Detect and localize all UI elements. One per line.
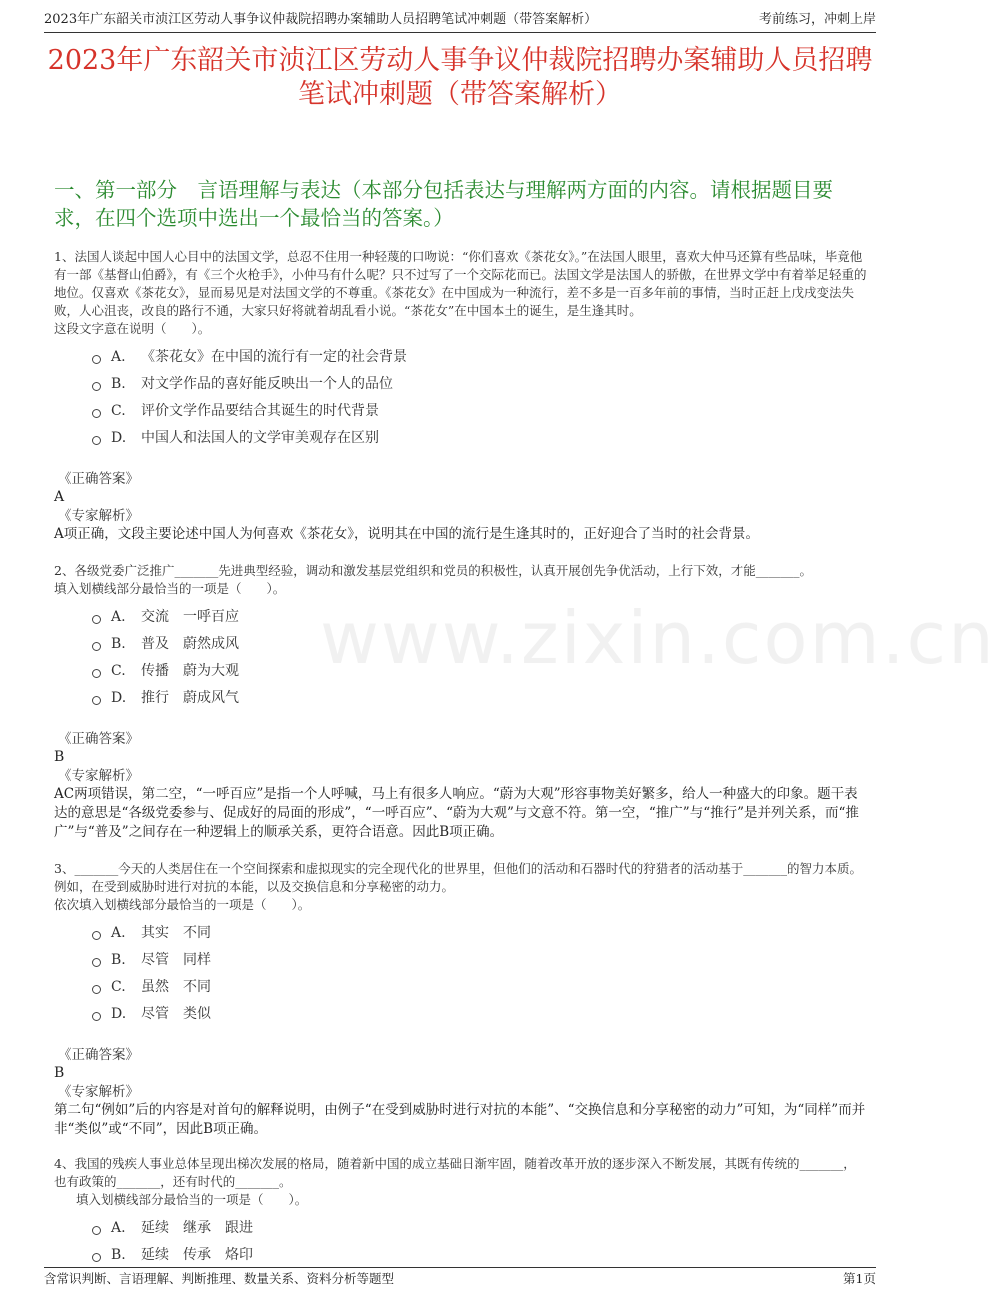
option-text: 《茶花女》在中国的流行有一定的社会背景	[141, 349, 407, 365]
page-number: 第1页	[843, 1271, 876, 1286]
option-c[interactable]: C. 传播 蔚为大观	[92, 658, 868, 685]
expert-label: 《专家解析》	[58, 768, 139, 784]
question-prompt: 填入划横线部分最恰当的一项是（ ）。	[54, 581, 286, 596]
radio-icon[interactable]	[92, 931, 101, 940]
option-text: 推行 蔚成风气	[141, 690, 239, 706]
option-text: 交流 一呼百应	[141, 609, 239, 625]
question-1	[54, 248, 868, 544]
option-b[interactable]: B. 对文学作品的喜好能反映出一个人的品位	[92, 371, 868, 398]
radio-icon[interactable]	[92, 615, 101, 624]
option-a[interactable]: A. 延续 继承 跟进	[92, 1215, 868, 1242]
option-text: 中国人和法国人的文学审美观存在区别	[141, 430, 379, 446]
option-text: 延续 传承 烙印	[141, 1247, 253, 1263]
answer-label: 《正确答案》	[58, 731, 139, 747]
radio-icon[interactable]	[92, 1226, 101, 1235]
radio-icon[interactable]	[92, 1253, 101, 1262]
answer-value: A	[54, 489, 65, 505]
radio-icon[interactable]	[92, 355, 101, 364]
question-2	[54, 562, 868, 842]
answer-value: B	[54, 1065, 65, 1081]
option-text: 尽管 类似	[141, 1006, 211, 1022]
radio-icon[interactable]	[92, 669, 101, 678]
radio-icon[interactable]	[92, 985, 101, 994]
radio-icon[interactable]	[92, 958, 101, 967]
radio-icon[interactable]	[92, 382, 101, 391]
option-list	[92, 920, 868, 1028]
footer-description: 含常识判断、言语理解、判断推理、数量关系、资料分析等题型	[44, 1271, 395, 1286]
option-c[interactable]: C. 虽然 不同	[92, 974, 868, 1001]
option-a[interactable]: A. 交流 一呼百应	[92, 604, 868, 631]
option-text: 普及 蔚然成风	[141, 636, 239, 652]
option-list	[92, 344, 868, 452]
header-slogan: 考前练习，冲刺上岸	[758, 12, 876, 27]
question-4	[54, 1155, 868, 1269]
watermark: www.zixin.com.cn	[320, 596, 996, 680]
option-b[interactable]: B. 普及 蔚然成风	[92, 631, 868, 658]
radio-icon[interactable]	[92, 696, 101, 705]
answer-label: 《正确答案》	[58, 471, 139, 487]
option-list	[92, 1215, 868, 1269]
question-stem: 4、我国的残疾人事业总体呈现出梯次发展的格局，随着新中国的成立基础日渐牢固，随着改革开放的逐步深入不断发展，其既有传统的_______，也有政策的_______，还有时代的_______。	[54, 1156, 856, 1189]
question-prompt: 填入划横线部分最恰当的一项是（ ）。	[76, 1192, 308, 1207]
option-a[interactable]: A. 其实 不同	[92, 920, 868, 947]
question-list	[54, 248, 868, 1269]
radio-icon[interactable]	[92, 436, 101, 445]
explanation: A项正确，文段主要论述中国人为何喜欢《茶花女》，说明其在中国的流行是生逢其时的，正好迎合了当时的社会背景。	[54, 526, 759, 542]
option-b[interactable]: B. 尽管 同样	[92, 947, 868, 974]
expert-label: 《专家解析》	[58, 1084, 139, 1100]
question-3	[54, 860, 868, 1139]
radio-icon[interactable]	[92, 642, 101, 651]
option-b[interactable]: B. 延续 传承 烙印	[92, 1242, 868, 1269]
radio-icon[interactable]	[92, 409, 101, 418]
answer-value: B	[54, 749, 65, 765]
option-text: 尽管 同样	[141, 952, 211, 968]
option-text: 评价文学作品要结合其诞生的时代背景	[141, 403, 379, 419]
option-d[interactable]: D. 尽管 类似	[92, 1001, 868, 1028]
question-prompt: 依次填入划横线部分最恰当的一项是（ ）。	[54, 897, 311, 912]
page-footer	[44, 1267, 876, 1292]
answer-label: 《正确答案》	[58, 1047, 139, 1063]
page-title: 2023年广东韶关市浈江区劳动人事争议仲裁院招聘办案辅助人员招聘笔试冲刺题（带答案解析）	[47, 45, 873, 110]
question-stem: 1、法国人谈起中国人心目中的法国文学，总忍不住用一种轻蔑的口吻说：“你们喜欢《茶花女》。”在法国人眼里，喜欢大仲马还算有些品味，毕竟他有一部《基督山伯爵》，有《三个火枪手》，小仲马有什么呢？只不过写了一个交际花而已。法国文学是法国人的骄傲，在世界文学中有着举足轻重的地位。仅喜欢《茶花女》，显而易见是对法国文学的不尊重。《茶花女》在中国成为一种流行，差不多是一百多年前的事情，当时正赶上戊戌变法失败，人心沮丧，改良的路行不通，大家只好将就着胡乱看小说。“茶花女”在中国本土的诞生，是生逢其时。	[54, 249, 867, 318]
option-text: 其实 不同	[141, 925, 211, 941]
option-text: 虽然 不同	[141, 979, 211, 995]
explanation: AC两项错误，第二空，“一呼百应”是指一个人呼喊，马上有很多人响应。“蔚为大观”形容事物美好繁多，给人一种盛大的印象。题干表达的意思是“各级党委参与、促成好的局面的形成”，“一呼百应”、“蔚为大观”与文意不符。第一空，“推广”与“推行”是并列关系，而“推广”与“普及”之间存在一种逻辑上的顺承关系，更符合语意。因此B项正确。	[54, 786, 859, 840]
option-a[interactable]: A. 《茶花女》在中国的流行有一定的社会背景	[92, 344, 868, 371]
question-prompt: 这段文字意在说明（ ）。	[54, 321, 211, 336]
option-text: 延续 继承 跟进	[141, 1220, 253, 1236]
page-header	[44, 10, 876, 33]
option-text: 对文学作品的喜好能反映出一个人的品位	[141, 376, 393, 392]
header-doc-title: 2023年广东韶关市浈江区劳动人事争议仲裁院招聘办案辅助人员招聘笔试冲刺题（带答案解析）	[44, 12, 598, 27]
radio-icon[interactable]	[92, 1012, 101, 1021]
question-stem: 3、_______今天的人类居住在一个空间探索和虚拟现实的完全现代化的世界里，但他们的活动和石器时代的狩猎者的活动基于_______的智力本质。例如，在受到威胁时进行对抗的本能，以及交换信息和分享秘密的动力。	[54, 861, 862, 894]
explanation: 第二句“例如”后的内容是对首句的解释说明，由例子“在受到威胁时进行对抗的本能”、“交换信息和分享秘密的动力”可知，为“同样”而并非“类似”或“不同”，因此B项正确。	[54, 1102, 866, 1137]
section-title: 一、第一部分 言语理解与表达（本部分包括表达与理解两方面的内容。请根据题目要求，在四个选项中选出一个最恰当的答案。）	[54, 178, 833, 230]
option-text: 传播 蔚为大观	[141, 663, 239, 679]
question-stem: 2、各级党委广泛推广_______先进典型经验，调动和激发基层党组织和党员的积极性，认真开展创先争优活动，上行下效，才能_______。	[54, 563, 812, 578]
option-c[interactable]: C. 评价文学作品要结合其诞生的时代背景	[92, 398, 868, 425]
expert-label: 《专家解析》	[58, 508, 139, 524]
option-d[interactable]: D. 推行 蔚成风气	[92, 685, 868, 712]
option-list	[92, 604, 868, 712]
option-d[interactable]: D. 中国人和法国人的文学审美观存在区别	[92, 425, 868, 452]
